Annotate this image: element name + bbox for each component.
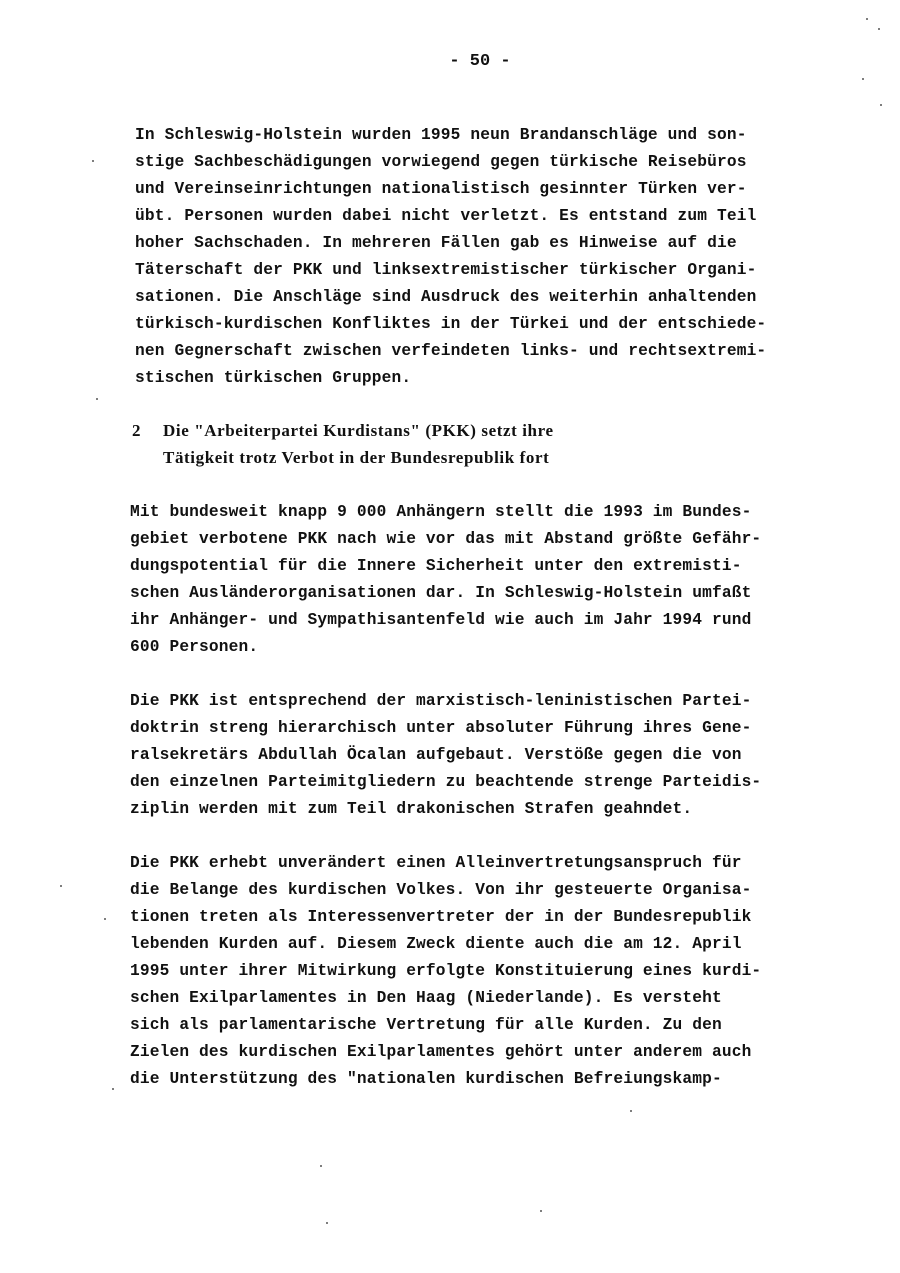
- text-line: In Schleswig-Holstein wurden 1995 neun Brandanschläge und son-: [135, 126, 747, 144]
- text-line: übt. Personen wurden dabei nicht verletzt. Es entstand zum Teil: [135, 207, 757, 225]
- text-line: nen Gegnerschaft zwischen verfeindeten links- und rechtsextremi-: [135, 342, 767, 360]
- text-line: tionen treten als Interessenvertreter der in der Bundesrepublik: [130, 908, 752, 926]
- text-line: Zielen des kurdischen Exilparlamentes gehört unter anderem auch: [130, 1043, 752, 1061]
- text-line: stige Sachbeschädigungen vorwiegend gegen türkische Reisebüros: [135, 153, 747, 171]
- text-line: 600 Personen.: [130, 638, 259, 656]
- scan-speck: [866, 18, 868, 20]
- scan-speck: [104, 918, 106, 920]
- scan-speck: [112, 1088, 114, 1090]
- text-line: lebenden Kurden auf. Diesem Zweck diente auch die am 12. April: [130, 935, 742, 953]
- text-line: sationen. Die Anschläge sind Ausdruck des weiterhin anhaltenden: [135, 288, 757, 306]
- text-line: Die PKK ist entsprechend der marxistisch-leninistischen Partei-: [130, 692, 752, 710]
- text-line: Täterschaft der PKK und linksextremistischer türkischer Organi-: [135, 261, 757, 279]
- text-line: und Vereinseinrichtungen nationalistisch gesinnter Türken ver-: [135, 180, 747, 198]
- text-line: ziplin werden mit zum Teil drakonischen Strafen geahndet.: [130, 800, 693, 818]
- text-line: die Belange des kurdischen Volkes. Von ihr gesteuerte Organisa-: [130, 881, 752, 899]
- text-line: dungspotential für die Innere Sicherheit unter den extremisti-: [130, 557, 742, 575]
- text-line: die Unterstützung des "nationalen kurdischen Befreiungskamp-: [130, 1070, 722, 1088]
- text-line: doktrin streng hierarchisch unter absoluter Führung ihres Gene-: [130, 719, 752, 737]
- text-line: schen Exilparlamentes in Den Haag (Niederlande). Es versteht: [130, 989, 722, 1007]
- text-line: ralsekretärs Abdullah Öcalan aufgebaut. Verstöße gegen die von: [130, 746, 742, 764]
- scan-speck: [96, 398, 98, 400]
- text-line: gebiet verbotene PKK nach wie vor das mit Abstand größte Gefähr-: [130, 530, 762, 548]
- scan-speck: [326, 1222, 328, 1224]
- scan-speck: [320, 1165, 322, 1167]
- scan-speck: [92, 160, 94, 162]
- text-line: ihr Anhänger- und Sympathisantenfeld wie auch im Jahr 1994 rund: [130, 611, 752, 629]
- scan-speck: [540, 1210, 542, 1212]
- text-line: hoher Sachschaden. In mehreren Fällen gab es Hinweise auf die: [135, 234, 737, 252]
- scan-speck: [862, 78, 864, 80]
- scan-speck: [880, 104, 882, 106]
- section-number: 2: [132, 421, 142, 440]
- scan-speck: [630, 1110, 632, 1112]
- scan-speck: [878, 28, 880, 30]
- page-number: - 50 -: [449, 52, 511, 71]
- scan-speck: [60, 885, 62, 887]
- text-line: Die PKK erhebt unverändert einen Alleinvertretungsanspruch für: [130, 854, 742, 872]
- text-line: Mit bundesweit knapp 9 000 Anhängern stellt die 1993 im Bundes-: [130, 503, 752, 521]
- heading-line-2: Tätigkeit trotz Verbot in der Bundesrepublik fort: [163, 448, 550, 467]
- text-line: schen Ausländerorganisationen dar. In Schleswig-Holstein umfaßt: [130, 584, 752, 602]
- text-line: 1995 unter ihrer Mitwirkung erfolgte Konstituierung eines kurdi-: [130, 962, 762, 980]
- text-line: türkisch-kurdischen Konfliktes in der Türkei und der entschiede-: [135, 315, 767, 333]
- text-line: stischen türkischen Gruppen.: [135, 369, 412, 387]
- text-line: den einzelnen Parteimitgliedern zu beachtende strenge Parteidis-: [130, 773, 762, 791]
- heading-line-1: Die "Arbeiterpartei Kurdistans" (PKK) setzt ihre: [163, 421, 554, 440]
- text-line: sich als parlamentarische Vertretung für alle Kurden. Zu den: [130, 1016, 722, 1034]
